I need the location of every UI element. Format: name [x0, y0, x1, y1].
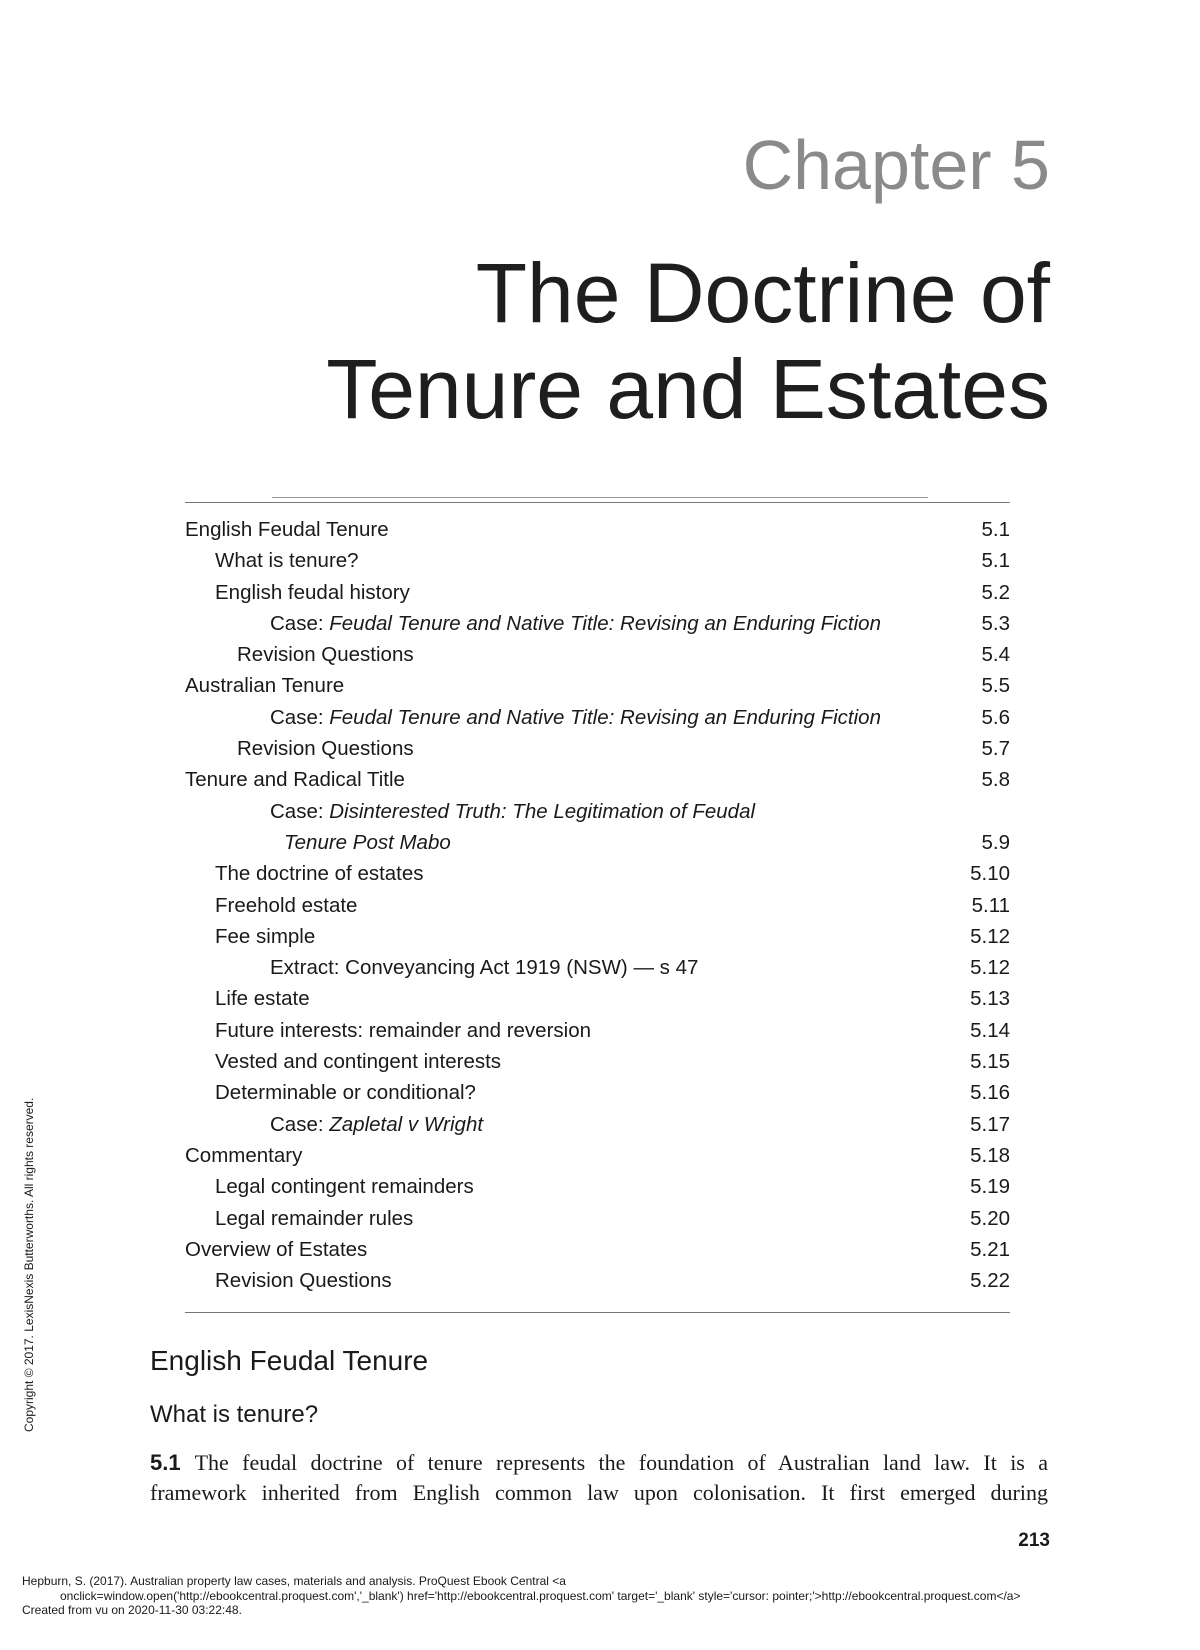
footer-line-2: onclick=window.open('http://ebookcentral.proquest.com','_blank') href='http://ebookcentral.proquest.com' target='_blank' style='cursor: pointer;'>http://ebookcentral.proquest.com</a>: [60, 1588, 1021, 1603]
toc-entry-number: 5.12: [970, 956, 1010, 980]
toc-entry-text: Future interests: remainder and reversion: [215, 1018, 592, 1042]
toc-entry-text: Revision Questions: [215, 1269, 392, 1293]
toc-entry-number: 5.14: [970, 1018, 1010, 1042]
toc-entry: [185, 1015, 1010, 1046]
toc-entry: [185, 1203, 1010, 1234]
toc-entry-number: 5.21: [970, 1237, 1010, 1261]
citation-footer: [22, 1574, 1020, 1618]
toc-entry-label: [215, 1046, 501, 1077]
toc-entry-number: 5.2: [981, 580, 1010, 604]
toc-entry-label: [270, 796, 755, 827]
toc-entry: [185, 890, 1010, 921]
toc-entry-prefix: Case:: [270, 611, 330, 635]
toc-entry: [185, 921, 1010, 952]
toc-entry-text: Extract: Conveyancing Act 1919 (NSW) — s 47: [270, 956, 699, 980]
toc-entry: [185, 639, 1010, 670]
toc-entry-label: [215, 1077, 476, 1108]
toc-entry: [185, 733, 1010, 764]
toc-entry-label: [237, 733, 414, 764]
toc-entry-number: 5.3: [981, 611, 1010, 635]
toc-entry: [185, 952, 1010, 983]
toc-entry-text: Feudal Tenure and Native Title: Revising an Enduring Fiction: [329, 705, 881, 729]
toc-entry: [185, 983, 1010, 1014]
toc-entry-text: Revision Questions: [237, 737, 414, 761]
toc-entry-text: Life estate: [215, 987, 310, 1011]
toc-entry-text: Determinable or conditional?: [215, 1081, 476, 1105]
toc-entry-prefix: Case:: [270, 1112, 330, 1136]
toc-entry-number: 5.16: [970, 1081, 1010, 1105]
toc-entry-label: [185, 1140, 302, 1171]
body-paragraph: [150, 1448, 1048, 1508]
toc-entry-text: English Feudal Tenure: [185, 518, 389, 541]
toc-entry-label: [215, 1015, 591, 1046]
toc-entry-label: [215, 1171, 474, 1202]
toc-entry-number: 5.17: [970, 1112, 1010, 1136]
toc-entry-label: [185, 514, 389, 545]
toc-entry-text: Tenure and Radical Title: [185, 768, 405, 792]
toc-entry-number: 5.4: [981, 643, 1010, 667]
toc-entry: [185, 1265, 1010, 1296]
toc-top-inner-divider: [272, 497, 928, 498]
toc-entry: [185, 764, 1010, 795]
toc-entry: [185, 827, 1010, 858]
toc-entry-label: [185, 764, 405, 795]
toc-entry-label: [215, 921, 315, 952]
toc-entry-number: 5.6: [981, 705, 1010, 729]
toc-entry: [185, 514, 1010, 545]
toc-entry-label: [185, 1234, 367, 1265]
toc-entry-number: 5.1: [981, 518, 1010, 541]
toc-entry-label: [215, 577, 410, 608]
toc-entry: [185, 1140, 1010, 1171]
toc-entry: [185, 1171, 1010, 1202]
toc-entry-text: What is tenure?: [215, 549, 359, 573]
chapter-title: [150, 245, 1050, 437]
toc-entry-text: Zapletal v Wright: [329, 1112, 484, 1136]
toc-entry-text: Feudal Tenure and Native Title: Revising an Enduring Fiction: [329, 611, 881, 635]
toc-entry: [185, 1234, 1010, 1265]
toc-entry-label: [215, 1265, 392, 1296]
toc-entry-text: Legal contingent remainders: [215, 1175, 474, 1199]
toc-entry: [185, 1109, 1010, 1140]
toc-entry-text: Legal remainder rules: [215, 1206, 414, 1230]
toc-entry: [185, 1077, 1010, 1108]
toc-entry-number: 5.11: [971, 893, 1010, 917]
toc-bottom-divider: [185, 1312, 1010, 1313]
toc-entry: [185, 702, 1010, 733]
section-heading: English Feudal Tenure: [150, 1345, 429, 1376]
toc-entry-number: 5.12: [970, 924, 1010, 948]
toc-entry-number: 5.9: [981, 830, 1010, 854]
paragraph-line-1: The feudal doctrine of tenure represents the foundation of Australian land law. It is a: [194, 1450, 1048, 1475]
table-of-contents: [185, 514, 1010, 1296]
copyright-notice: Copyright © 2017. LexisNexis Butterworths. All rights reserved.: [22, 1097, 36, 1432]
toc-entry-text: The doctrine of estates: [215, 862, 424, 886]
toc-entry-text: Revision Questions: [237, 643, 414, 667]
toc-entry-label: [185, 670, 344, 701]
toc-entry-label: [270, 1109, 483, 1140]
toc-entry-label: [215, 1203, 413, 1234]
toc-entry-text: Vested and contingent interests: [215, 1050, 502, 1074]
toc-entry-text: English feudal history: [215, 580, 410, 604]
toc-entry-text: Commentary: [185, 1143, 303, 1167]
toc-entry-prefix: Case:: [270, 799, 330, 823]
toc-entry-number: 5.10: [970, 862, 1010, 886]
toc-entry-label: [237, 639, 414, 670]
toc-entry-text: Fee simple: [215, 924, 316, 948]
paragraph-number: 5.1: [150, 1450, 181, 1475]
toc-entry: [185, 670, 1010, 701]
toc-entry-label: [270, 952, 698, 983]
toc-entry-number: 5.8: [981, 768, 1010, 792]
toc-entry: [185, 858, 1010, 889]
toc-entry-label: [270, 702, 881, 733]
toc-entry-label: [270, 608, 881, 639]
toc-entry-text: Freehold estate: [215, 893, 358, 917]
toc-entry-number: 5.19: [970, 1175, 1010, 1199]
toc-entry-number: 5.1: [981, 549, 1010, 573]
toc-entry-text: Tenure Post Mabo: [284, 830, 451, 854]
toc-entry: [185, 1046, 1010, 1077]
toc-entry: [185, 796, 1010, 827]
toc-entry-number: 5.5: [981, 674, 1010, 698]
toc-entry-text: Disinterested Truth: The Legitimation of Feudal: [329, 799, 756, 823]
toc-top-divider: [185, 502, 1010, 503]
toc-entry-label: [215, 545, 359, 576]
paragraph-line-2: framework inherited from English common law upon colonisation. It first emerged during: [150, 1480, 1048, 1505]
toc-entry-number: 5.18: [970, 1143, 1010, 1167]
footer-line-1: Hepburn, S. (2017). Australian property law cases, materials and analysis. ProQuest Ebook Central <a: [22, 1574, 566, 1588]
subsection-heading: What is tenure?: [150, 1401, 319, 1428]
toc-entry-text: Australian Tenure: [185, 674, 345, 698]
toc-entry-label: [215, 983, 310, 1014]
toc-entry-number: 5.15: [970, 1050, 1010, 1074]
toc-entry: [185, 577, 1010, 608]
toc-entry-label: [284, 827, 451, 858]
page-number: 213: [1018, 1530, 1050, 1551]
toc-entry-prefix: Case:: [270, 705, 330, 729]
toc-entry-label: [215, 890, 357, 921]
toc-entry-number: 5.7: [981, 737, 1010, 761]
toc-entry-number: 5.22: [970, 1269, 1010, 1293]
toc-entry-number: 5.20: [970, 1206, 1010, 1230]
chapter-title-line2: Tenure and Estates: [326, 342, 1050, 436]
toc-entry: [185, 545, 1010, 576]
toc-entry-number: 5.13: [970, 987, 1010, 1011]
toc-entry-text: Overview of Estates: [185, 1237, 368, 1261]
toc-entry-label: [215, 858, 424, 889]
chapter-label: Chapter 5: [742, 126, 1050, 204]
toc-entry: [185, 608, 1010, 639]
footer-line-3: Created from vu on 2020-11-30 03:22:48.: [22, 1603, 242, 1617]
chapter-title-line1: The Doctrine of: [475, 246, 1050, 340]
